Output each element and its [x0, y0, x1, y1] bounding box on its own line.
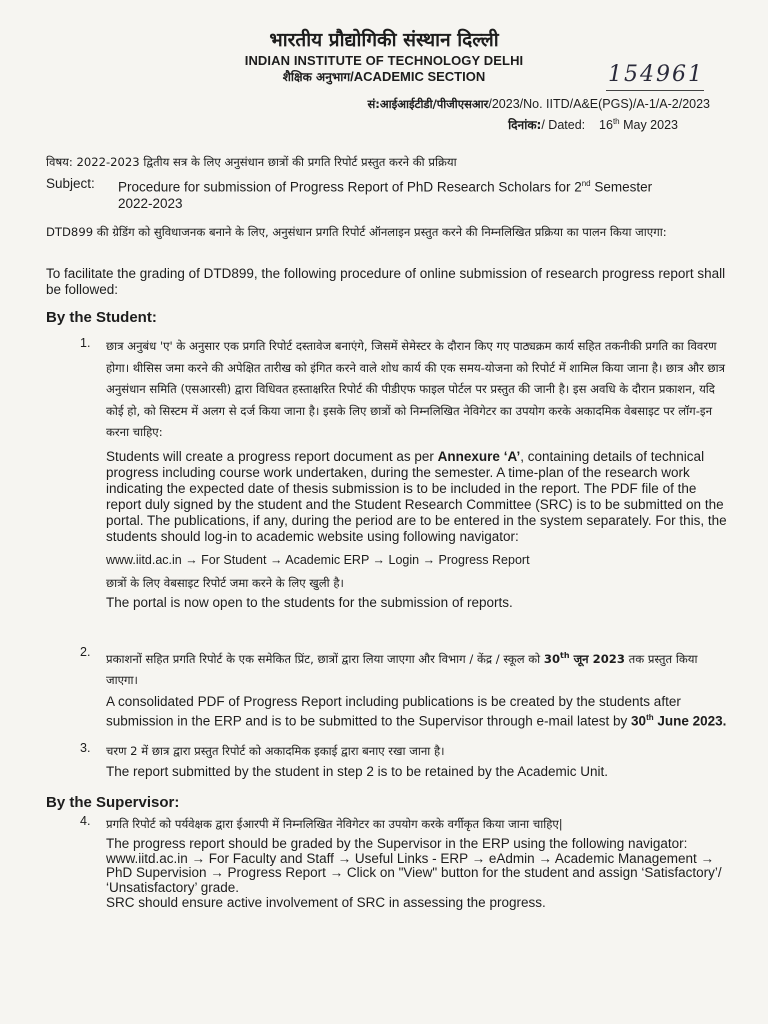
- item2-en-date-day: 30: [631, 713, 647, 729]
- subject-line1-end: Semester: [590, 179, 653, 195]
- item-number: 3.: [80, 741, 91, 755]
- item3-english: The report submitted by the student in step 2 is to be retained by the Academic Unit.: [106, 764, 609, 779]
- reference-number: [367, 97, 710, 112]
- section-name-english: /ACADEMIC SECTION: [350, 69, 486, 84]
- intro-hindi: DTD899 की ग्रेडिंग को सुविधाजनक बनाने के लिए, अनुसंधान प्रगति रिपोर्ट ऑनलाइन प्रस्तुत करने की निम्नलिखित प्रक्रिया का पालन किया जाएगा:: [46, 225, 667, 239]
- item4-english: The progress report should be graded by the Supervisor in the ERP using the following navigator:: [106, 836, 688, 851]
- item-body: [106, 814, 730, 910]
- reference-hindi: सं:आईआईटीडी/पीजीएसआर: [367, 97, 489, 111]
- date-day: 16: [599, 118, 613, 132]
- reference-english: /2023/No. IITD/A&E(PGS)/A-1/A-2/2023: [488, 97, 710, 111]
- item2-en-sup: th: [646, 712, 654, 722]
- item-number: 1.: [80, 336, 91, 350]
- item4-hindi: प्रगति रिपोर्ट को पर्यवेक्षक द्वारा ईआरपी में निम्नलिखित नेविगेटर का उपयोग करके वर्गीकृत किया जाना चाहिए|: [106, 817, 563, 831]
- item1-english: [106, 449, 730, 545]
- item-body: [106, 741, 730, 780]
- item2-english: [106, 694, 730, 730]
- item1-hindi-note: छात्रों के लिए वेबसाइट रिपोर्ट जमा करने के लिए खुली है।: [106, 575, 344, 590]
- date-month-year: May 2023: [623, 118, 678, 132]
- item-body: [106, 336, 730, 611]
- item2-hindi-sup: th: [560, 651, 570, 660]
- item2-hindi-date: जून 2023: [569, 651, 625, 666]
- subject-english: [46, 176, 726, 212]
- date-label-hindi: दिनांक:: [508, 118, 542, 132]
- item2-en-date: June 2023.: [653, 713, 727, 729]
- item2-hindi: [106, 645, 730, 691]
- item-number: 2.: [80, 645, 91, 659]
- item4-src-note: SRC should ensure active involvement of SRC in assessing the progress.: [106, 895, 546, 910]
- subject-hindi: विषय: 2022-2023 द्वितीय सत्र के लिए अनुसंधान छात्रों की प्रगति रिपोर्ट प्रस्तुत करने की प्रक्रिया: [46, 155, 457, 169]
- item1-en-a: Students will create a progress report document as per: [106, 448, 438, 464]
- item1-hindi: छात्र अनुबंध 'ए' के अनुसार एक प्रगति रिपोर्ट दस्तावेज बनाएंगे, जिसमें सेमेस्टर के दौरान किए गए पाठ्यक्रम कार्य सहित तकनीकी प्रगति का विवरण होगा। थीसिस जमा करने की अपेक्षित तारीख को इंगित करने वाले शोध कार्य की एक समय-योजना को रिपोर्ट में शामिल किया जाना है। छात्र और छात्र अनुसंधान समिति (एसआरसी) द्वारा विधिवत हस्ताक्षरित रिपोर्ट की पीडीएफ फाइल पोर्टल पर प्रस्तुत की जानी है। इस अवधि के दौरान प्रकाशन, यदि कोई हो, को सिस्टम में अलग से दर्ज किया जाना है। इसके लिए छात्रों को निम्नलिखित नेविगेटर का उपयोग करके अकादमिक वेबसाइट पर लॉग-इन करना चाहिए:: [106, 339, 726, 439]
- supervisor-heading: By the Supervisor:: [46, 794, 180, 811]
- annexure-label: Annexure ‘A’: [437, 448, 521, 464]
- subject-line2: 2022-2023: [118, 195, 183, 211]
- institute-name-english: INDIAN INSTITUTE OF TECHNOLOGY DELHI: [244, 53, 524, 68]
- date-label: / Dated:: [541, 118, 586, 132]
- item2-en-a: A consolidated PDF of Progress Report including publications is be created by the students after submission in the ERP and is to be submitted to the Supervisor through e-mail latest by: [106, 693, 681, 729]
- subject-line1: Procedure for submission of Progress Report of PhD Research Scholars for 2: [118, 179, 582, 195]
- item1-english-note: The portal is now open to the students for the submission of reports.: [106, 594, 513, 610]
- intro-english: To facilitate the grading of DTD899, the following procedure of online submission of research progress report shall be followed:: [46, 266, 726, 297]
- subject-label: Subject:: [46, 176, 95, 191]
- subject-sup: nd: [581, 179, 591, 188]
- subject-text: [118, 176, 652, 212]
- item1-en-b: , containing details of technical progress including course work undertaken, during the semester. A time-plan of the research work indicating the expected date of thesis submission is to be included in the report. The PDF file of the report duly signed by the student and the Student Research Committee (SRC) is to be submitted on the portal. The publications, if any, during the period are to be entered in the system separately. For this, the students should log-in to academic website using following navigator:: [106, 448, 727, 544]
- handwritten-underline: [606, 90, 704, 91]
- student-heading: By the Student:: [46, 309, 157, 326]
- item2-hindi-a: प्रकाशनों सहित प्रगति रिपोर्ट के एक समेकित प्रिंट, छात्रों द्वारा लिया जाएगा और विभाग / केंद्र / स्कूल को: [106, 651, 544, 666]
- date-day-suffix: th: [612, 116, 620, 126]
- student-navigator: www.iitd.ac.in → For Student → Academic ERP → Login → Progress Report: [106, 552, 530, 567]
- supervisor-navigator: www.iitd.ac.in → For Faculty and Staff → Useful Links - ERP → eAdmin → Academic Management → PhD Supervision → Progress Report → Click on "View" button for the student and assign ‘Satisfactory’/ ‘Unsatisfactory’ grade.: [106, 850, 722, 895]
- institute-name-hindi: भारतीय प्रौद्योगिकी संस्थान दिल्ली: [269, 29, 499, 51]
- item-body: [106, 645, 730, 729]
- item3-hindi: चरण 2 में छात्र द्वारा प्रस्तुत रिपोर्ट को अकादमिक इकाई द्वारा बनाए रखा जाना है।: [106, 744, 445, 758]
- item-number: 4.: [80, 814, 91, 828]
- item2-hindi-b: तक प्रस्तुत किया जाएगा।: [106, 651, 698, 687]
- handwritten-number: 154961: [608, 62, 704, 87]
- item2-hindi-date-day: 30: [543, 651, 561, 666]
- section-name-hindi: शैक्षिक अनुभाग: [282, 70, 351, 84]
- date-line: [508, 116, 678, 133]
